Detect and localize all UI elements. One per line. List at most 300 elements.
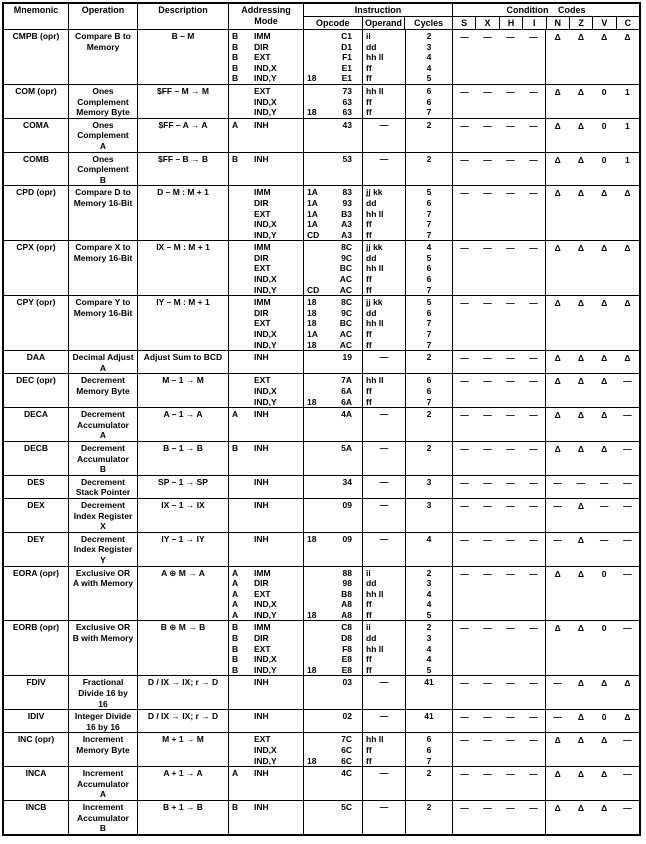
opcode-line bbox=[304, 711, 362, 722]
condition-codes-nzvc-cell bbox=[546, 153, 639, 186]
condition-codes-sxhi-cell bbox=[453, 351, 546, 373]
opcode-value: 4C bbox=[341, 768, 352, 779]
condition-code-value: 0 bbox=[601, 120, 607, 131]
cycles-cell bbox=[406, 186, 453, 240]
opcode-line bbox=[304, 745, 362, 756]
condition-code-value: — bbox=[483, 735, 492, 746]
addressing-mode-line bbox=[229, 711, 303, 722]
header-cc-v: V bbox=[593, 17, 616, 29]
cycles-value: 2 bbox=[426, 31, 432, 41]
operation-line: Stack Pointer bbox=[75, 487, 131, 498]
condition-code-value: Δ bbox=[624, 678, 631, 689]
operation-line: A bbox=[99, 789, 107, 800]
operation-line: Y bbox=[100, 554, 106, 565]
opcode-prebyte: 1A bbox=[307, 329, 318, 340]
condition-code-value: — bbox=[483, 534, 492, 545]
mode-label: INH bbox=[254, 476, 269, 487]
cycles-value: 3 bbox=[426, 499, 432, 510]
condition-code-value: — bbox=[529, 678, 538, 689]
register-letter: B bbox=[232, 664, 239, 675]
cycles-value: 2 bbox=[426, 622, 432, 633]
operation-line: Memory Byte bbox=[76, 386, 130, 396]
opcode-line bbox=[304, 120, 362, 131]
mode-label: IND,X bbox=[254, 62, 277, 73]
mode-label: IMM bbox=[254, 242, 271, 253]
opcode-line bbox=[304, 477, 362, 488]
operand-value: ii bbox=[366, 622, 371, 633]
opcode-prebyte: 18 bbox=[307, 396, 317, 407]
condition-code-value: Δ bbox=[624, 298, 631, 309]
addressing-mode-line bbox=[229, 73, 303, 84]
opcode-value: E8 bbox=[341, 654, 352, 665]
condition-code-value: — bbox=[483, 243, 492, 254]
operation-line: Decrement bbox=[81, 409, 125, 420]
opcode-cell bbox=[304, 153, 363, 186]
condition-code-value: — bbox=[483, 443, 492, 454]
condition-code-value: — bbox=[506, 376, 515, 387]
cycles-cell bbox=[406, 733, 453, 766]
condition-code-value: — bbox=[553, 678, 562, 689]
table-row bbox=[4, 85, 639, 119]
operation-cell bbox=[69, 119, 138, 152]
condition-code-value: — bbox=[460, 298, 469, 309]
opcode-line bbox=[304, 154, 362, 165]
opcode-line bbox=[304, 500, 362, 511]
mode-label: IND,Y bbox=[254, 339, 277, 350]
condition-codes-sxhi-cell bbox=[453, 621, 546, 675]
condition-code-value: — bbox=[483, 712, 492, 723]
opcode-value: 53 bbox=[342, 153, 352, 164]
opcode-value: AC bbox=[339, 329, 352, 340]
table-row bbox=[4, 30, 639, 85]
mode-label: IND,X bbox=[254, 599, 277, 610]
register-letter: B bbox=[232, 442, 239, 453]
condition-code-value: — bbox=[483, 188, 492, 199]
opcode-line bbox=[304, 568, 362, 579]
mode-label: INH bbox=[254, 119, 269, 130]
condition-codes-sxhi-cell bbox=[453, 296, 546, 350]
condition-code-value: Δ bbox=[577, 376, 584, 387]
description-cell: M – 1 → M bbox=[138, 374, 229, 407]
addressing-mode-line bbox=[229, 500, 303, 511]
mode-label: INH bbox=[254, 711, 269, 722]
opcode-cell bbox=[304, 476, 363, 498]
opcode-line bbox=[304, 756, 362, 767]
condition-code-value: Δ bbox=[577, 769, 584, 780]
operation-line: Complement bbox=[77, 130, 129, 141]
mnemonic-cell: CMPB (opr) bbox=[4, 30, 69, 84]
condition-codes-sxhi-cell bbox=[453, 408, 546, 441]
condition-code-value: Δ bbox=[554, 410, 561, 421]
cycles-value: 7 bbox=[426, 396, 432, 407]
table-body bbox=[4, 30, 639, 834]
register-letter: B bbox=[232, 643, 239, 654]
mnemonic-cell: COMA bbox=[4, 119, 69, 152]
condition-code-value: — bbox=[553, 712, 562, 723]
operation-cell bbox=[69, 241, 138, 295]
cycles-cell bbox=[406, 119, 453, 152]
condition-code-value: — bbox=[506, 802, 515, 813]
operation-line: B bbox=[99, 174, 107, 185]
condition-code-value: Δ bbox=[577, 188, 584, 199]
mnemonic-cell: COM (opr) bbox=[4, 85, 69, 118]
cycles-value: 2 bbox=[426, 409, 432, 420]
condition-code-value: Δ bbox=[577, 623, 584, 634]
operand-value: hh ll bbox=[366, 375, 384, 386]
cycles-value: 4 bbox=[426, 654, 432, 665]
mode-label: EXT bbox=[254, 588, 271, 599]
cycles-value: 2 bbox=[426, 567, 432, 578]
operand-cell bbox=[363, 85, 406, 118]
operation-line: Fractional bbox=[82, 677, 124, 688]
mnemonic-cell: DECA bbox=[4, 408, 69, 441]
condition-code-value: — bbox=[529, 376, 538, 387]
opcode-line bbox=[304, 73, 362, 84]
table-row bbox=[4, 186, 639, 241]
opcode-cell bbox=[304, 801, 363, 834]
description-cell: IX – 1 → IX bbox=[138, 499, 229, 532]
addressing-mode-line bbox=[229, 154, 303, 165]
table-row bbox=[4, 676, 639, 710]
operand-value: ff bbox=[366, 274, 372, 285]
operand-value: ii bbox=[366, 567, 371, 578]
opcode-line bbox=[304, 253, 362, 264]
opcode-line bbox=[304, 86, 362, 97]
table-row bbox=[4, 119, 639, 153]
condition-code-value: — bbox=[483, 86, 492, 97]
opcode-prebyte: 1A bbox=[307, 187, 318, 198]
condition-code-value: — bbox=[506, 568, 515, 579]
opcode-value: D1 bbox=[341, 41, 352, 52]
opcode-value: E1 bbox=[341, 62, 352, 73]
operation-cell bbox=[69, 296, 138, 350]
operation-line: A with Memory bbox=[72, 578, 134, 589]
operand-cell bbox=[363, 30, 406, 84]
opcode-line bbox=[304, 534, 362, 545]
condition-code-value: — bbox=[460, 477, 469, 488]
opcode-value: 09 bbox=[342, 499, 352, 510]
addressing-mode-cell bbox=[229, 296, 304, 350]
operation-line: Decimal Adjust bbox=[72, 352, 134, 363]
condition-codes-nzvc-cell bbox=[546, 296, 639, 350]
condition-codes-sxhi-cell bbox=[453, 476, 546, 498]
addressing-mode-cell bbox=[229, 30, 304, 84]
addressing-mode-line bbox=[229, 386, 303, 397]
condition-code-value: — bbox=[460, 769, 469, 780]
opcode-line bbox=[304, 443, 362, 454]
opcode-value: 8C bbox=[341, 297, 352, 308]
cycles-value: 41 bbox=[424, 711, 434, 722]
addressing-mode-line bbox=[229, 622, 303, 633]
opcode-line bbox=[304, 329, 362, 340]
operation-line: Decrement bbox=[81, 476, 125, 487]
operand-value: hh ll bbox=[366, 318, 384, 329]
condition-codes-nzvc-cell bbox=[546, 476, 639, 498]
operand-value: — bbox=[379, 476, 389, 487]
operand-value: ff bbox=[366, 229, 372, 240]
condition-codes-nzvc-cell bbox=[546, 351, 639, 373]
mode-label: INH bbox=[254, 768, 269, 779]
operand-cell bbox=[363, 801, 406, 834]
condition-code-value: — bbox=[529, 32, 538, 42]
opcode-value: BC bbox=[339, 318, 352, 329]
condition-code-value: — bbox=[460, 735, 469, 746]
operation-line: Memory Byte bbox=[76, 745, 130, 755]
condition-code-value: Δ bbox=[554, 154, 561, 165]
condition-code-value: — bbox=[529, 298, 538, 309]
mode-label: IND,X bbox=[254, 219, 277, 230]
condition-code-value: Δ bbox=[554, 32, 561, 42]
operation-line: Accumulator bbox=[77, 778, 129, 789]
cycles-cell bbox=[406, 621, 453, 675]
register-letter: B bbox=[232, 73, 239, 84]
operand-value: ff bbox=[366, 664, 372, 675]
cycles-cell bbox=[406, 767, 453, 800]
condition-code-value: — bbox=[483, 410, 492, 421]
operand-value: — bbox=[379, 442, 389, 453]
header-mnemonic: Mnemonic bbox=[4, 4, 69, 29]
addressing-mode-cell bbox=[229, 476, 304, 498]
cycles-value: 7 bbox=[426, 318, 432, 329]
condition-codes-sxhi-cell bbox=[453, 241, 546, 295]
condition-code-value: — bbox=[506, 443, 515, 454]
condition-code-value: Δ bbox=[577, 443, 584, 454]
description-cell: A ⊕ M → A bbox=[138, 567, 229, 621]
operand-value: ff bbox=[366, 284, 372, 295]
addressing-mode-line bbox=[229, 352, 303, 363]
opcode-cell bbox=[304, 374, 363, 407]
opcode-value: 93 bbox=[342, 197, 352, 208]
opcode-cell bbox=[304, 499, 363, 532]
condition-code-value: — bbox=[623, 769, 632, 780]
condition-code-value: — bbox=[506, 769, 515, 780]
opcode-value: AC bbox=[339, 339, 352, 350]
header-addressing-line2: Mode bbox=[254, 16, 278, 26]
addressing-mode-cell bbox=[229, 153, 304, 186]
opcode-value: B3 bbox=[341, 208, 352, 219]
operation-line: Index Register bbox=[73, 544, 133, 555]
opcode-value: 7A bbox=[341, 375, 352, 386]
operation-cell bbox=[69, 374, 138, 407]
mode-label: IND,Y bbox=[254, 609, 277, 620]
opcode-line bbox=[304, 52, 362, 63]
condition-code-value: Δ bbox=[554, 623, 561, 634]
operand-cell bbox=[363, 621, 406, 675]
condition-code-value: — bbox=[599, 534, 609, 545]
condition-code-value: Δ bbox=[624, 712, 631, 723]
opcode-value: 9C bbox=[341, 252, 352, 263]
operand-cell bbox=[363, 733, 406, 766]
mode-label: INH bbox=[254, 801, 269, 812]
addressing-mode-line bbox=[229, 209, 303, 220]
condition-codes-nzvc-cell bbox=[546, 801, 639, 834]
mnemonic-cell: DES bbox=[4, 476, 69, 498]
operand-cell bbox=[363, 499, 406, 532]
condition-code-value: Δ bbox=[601, 32, 608, 42]
mode-label: IMM bbox=[254, 297, 271, 308]
cycles-value: 6 bbox=[426, 263, 432, 274]
condition-code-value: 0 bbox=[601, 712, 607, 723]
opcode-cell bbox=[304, 442, 363, 475]
cycles-value: 6 bbox=[426, 734, 432, 745]
condition-codes-sxhi-cell bbox=[453, 710, 546, 732]
addressing-mode-line bbox=[229, 443, 303, 454]
addressing-mode-line bbox=[229, 86, 303, 97]
opcode-value: 5A bbox=[341, 442, 352, 453]
opcode-line bbox=[304, 107, 362, 118]
operation-line: Ones bbox=[92, 85, 114, 96]
table-row bbox=[4, 767, 639, 801]
opcode-value: 02 bbox=[342, 711, 352, 722]
opcode-value: 6C bbox=[341, 745, 352, 755]
opcode-line bbox=[304, 802, 362, 813]
table-row bbox=[4, 710, 639, 733]
addressing-mode-line bbox=[229, 745, 303, 756]
cycles-value: 3 bbox=[426, 41, 432, 52]
condition-code-value: — bbox=[553, 500, 562, 511]
table-row bbox=[4, 351, 639, 374]
cycles-value: 2 bbox=[426, 119, 432, 130]
operation-line: Increment bbox=[82, 801, 124, 812]
condition-code-value: — bbox=[529, 410, 538, 421]
description-cell: IY – M : M + 1 bbox=[138, 296, 229, 350]
condition-code-value: — bbox=[529, 477, 538, 488]
operation-line: Accumulator bbox=[77, 419, 129, 430]
operation-line: X bbox=[100, 521, 106, 532]
operand-value: ff bbox=[366, 73, 372, 84]
opcode-value: AC bbox=[339, 274, 352, 285]
description-cell: Adjust Sum to BCD bbox=[138, 351, 229, 373]
condition-codes-nzvc-cell bbox=[546, 442, 639, 475]
condition-code-value: — bbox=[460, 678, 469, 689]
mode-label: IND,X bbox=[254, 329, 277, 340]
opcode-line bbox=[304, 622, 362, 633]
addressing-mode-line bbox=[229, 578, 303, 589]
condition-code-value: 1 bbox=[625, 154, 630, 165]
addressing-mode-line bbox=[229, 589, 303, 600]
operation-line: A bbox=[99, 362, 107, 373]
header-instruction: Instruction bbox=[304, 4, 452, 17]
cycles-cell bbox=[406, 567, 453, 621]
description-cell: SP – 1 → SP bbox=[138, 476, 229, 498]
opcode-value: 09 bbox=[342, 533, 352, 544]
mode-label: IND,Y bbox=[254, 107, 277, 118]
addressing-mode-line bbox=[229, 63, 303, 74]
operation-line: Complement bbox=[77, 164, 129, 175]
condition-code-value: — bbox=[460, 32, 469, 42]
mode-label: INH bbox=[254, 442, 269, 453]
mnemonic-cell: DEY bbox=[4, 533, 69, 566]
cycles-value: 7 bbox=[426, 329, 432, 340]
table-row bbox=[4, 241, 639, 296]
addressing-mode-cell bbox=[229, 408, 304, 441]
operand-value: hh ll bbox=[366, 734, 384, 745]
mode-label: IMM bbox=[254, 187, 271, 198]
operand-value: — bbox=[379, 711, 389, 722]
addressing-mode-line bbox=[229, 599, 303, 610]
condition-codes-nzvc-cell bbox=[546, 30, 639, 84]
condition-codes-sxhi-cell bbox=[453, 499, 546, 532]
condition-code-value: — bbox=[529, 712, 538, 723]
opcode-value: 8C bbox=[341, 242, 352, 253]
mode-label: EXT bbox=[254, 208, 271, 219]
register-letter: B bbox=[232, 41, 239, 52]
operand-value: dd bbox=[366, 578, 377, 589]
cycles-value: 2 bbox=[426, 153, 432, 164]
description-cell: IY – 1 → IY bbox=[138, 533, 229, 566]
operand-value: ff bbox=[366, 755, 372, 766]
condition-code-value: Δ bbox=[601, 376, 608, 387]
condition-code-value: — bbox=[506, 120, 515, 131]
register-letter: A bbox=[232, 119, 239, 130]
cycles-value: 6 bbox=[426, 386, 432, 396]
opcode-value: 98 bbox=[342, 578, 352, 589]
opcode-line bbox=[304, 340, 362, 351]
operand-cell bbox=[363, 186, 406, 240]
opcode-prebyte: 1A bbox=[307, 197, 318, 208]
cycles-cell bbox=[406, 408, 453, 441]
operand-value: ff bbox=[366, 609, 372, 620]
addressing-mode-line bbox=[229, 107, 303, 118]
condition-codes-sxhi-cell bbox=[453, 186, 546, 240]
operation-cell bbox=[69, 351, 138, 373]
condition-code-value: Δ bbox=[554, 86, 561, 97]
condition-code-value: — bbox=[529, 86, 538, 97]
mnemonic-cell: INC (opr) bbox=[4, 733, 69, 766]
header-cc-c: C bbox=[624, 18, 632, 28]
cycles-value: 6 bbox=[426, 307, 432, 318]
mode-label: IND,Y bbox=[254, 396, 277, 407]
condition-code-value: — bbox=[506, 678, 515, 689]
condition-code-value: — bbox=[506, 500, 515, 511]
mnemonic-cell: IDIV bbox=[4, 710, 69, 732]
operand-cell bbox=[363, 676, 406, 709]
addressing-mode-line bbox=[229, 230, 303, 241]
operation-line: A bbox=[99, 140, 107, 151]
table-row bbox=[4, 153, 639, 187]
addressing-mode-cell bbox=[229, 351, 304, 373]
opcode-line bbox=[304, 230, 362, 241]
condition-code-value: — bbox=[623, 376, 632, 387]
addressing-mode-cell bbox=[229, 374, 304, 407]
addressing-mode-line bbox=[229, 734, 303, 745]
opcode-value: C8 bbox=[341, 622, 352, 633]
header-cc-h: H bbox=[500, 17, 523, 29]
addressing-mode-cell bbox=[229, 119, 304, 152]
register-letter: B bbox=[232, 654, 239, 665]
addressing-mode-line bbox=[229, 654, 303, 665]
operation-line: Accumulator bbox=[77, 812, 129, 823]
table-row bbox=[4, 442, 639, 476]
mode-label: DIR bbox=[254, 197, 269, 208]
operation-cell bbox=[69, 408, 138, 441]
condition-code-value: Δ bbox=[577, 534, 584, 545]
opcode-value: 5C bbox=[341, 801, 352, 812]
table-row bbox=[4, 733, 639, 767]
opcode-prebyte: 1A bbox=[307, 208, 318, 219]
cycles-value: 5 bbox=[426, 187, 432, 198]
mnemonic-cell: CPX (opr) bbox=[4, 241, 69, 295]
addressing-mode-cell bbox=[229, 186, 304, 240]
addressing-mode-line bbox=[229, 120, 303, 131]
operand-cell bbox=[363, 767, 406, 800]
condition-codes-sxhi-cell bbox=[453, 676, 546, 709]
register-letter: A bbox=[232, 588, 239, 599]
operand-value: ff bbox=[366, 219, 372, 230]
condition-code-value: — bbox=[529, 243, 538, 254]
mnemonic-cell: CPY (opr) bbox=[4, 296, 69, 350]
condition-code-value: — bbox=[460, 443, 469, 454]
